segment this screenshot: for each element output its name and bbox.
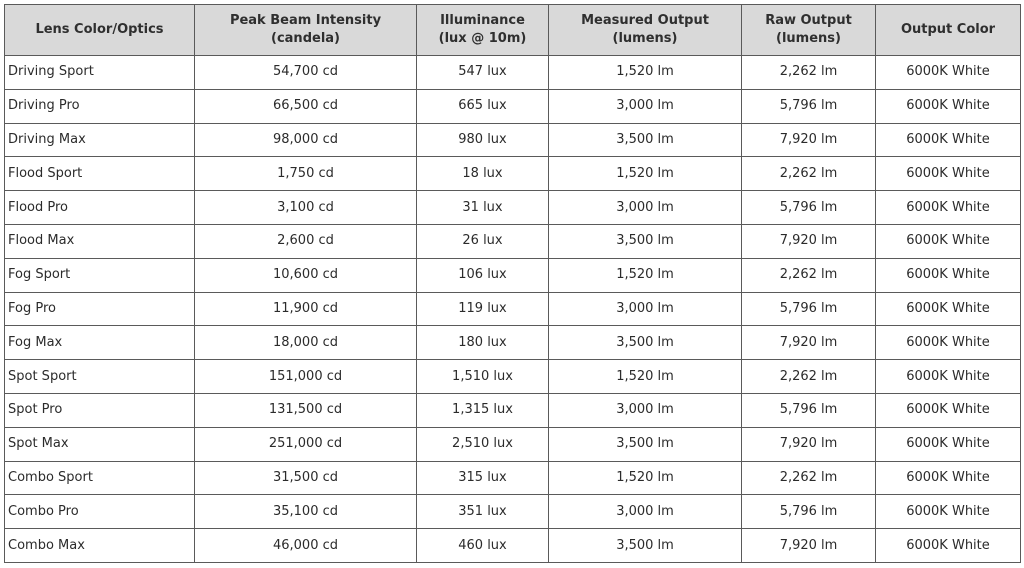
raw-output-cell: 5,796 lm — [742, 292, 876, 326]
illuminance-cell: 31 lux — [417, 191, 549, 225]
measured-output-cell: 3,500 lm — [549, 427, 742, 461]
measured-output-cell: 3,000 lm — [549, 393, 742, 427]
table-body — [5, 56, 1021, 563]
measured-output-cell: 3,000 lm — [549, 495, 742, 529]
lens-name-cell: Spot Pro — [5, 393, 195, 427]
lens-spec-table — [4, 4, 1021, 563]
measured-output-cell: 1,520 lm — [549, 461, 742, 495]
output-color-cell: 6000K White — [876, 123, 1021, 157]
header-lens-color-optics: Lens Color/Optics — [5, 5, 195, 56]
raw-output-cell: 5,796 lm — [742, 495, 876, 529]
lens-name-cell: Driving Pro — [5, 89, 195, 123]
peak-beam-intensity-cell: 151,000 cd — [195, 360, 417, 394]
lens-name-cell: Spot Max — [5, 427, 195, 461]
peak-beam-intensity-cell: 66,500 cd — [195, 89, 417, 123]
output-color-cell: 6000K White — [876, 191, 1021, 225]
peak-beam-intensity-cell: 11,900 cd — [195, 292, 417, 326]
peak-beam-intensity-cell: 35,100 cd — [195, 495, 417, 529]
output-color-cell: 6000K White — [876, 89, 1021, 123]
raw-output-cell: 7,920 lm — [742, 224, 876, 258]
raw-output-cell: 7,920 lm — [742, 529, 876, 563]
output-color-cell: 6000K White — [876, 427, 1021, 461]
raw-output-cell: 2,262 lm — [742, 56, 876, 90]
raw-output-cell: 7,920 lm — [742, 123, 876, 157]
measured-output-cell: 3,000 lm — [549, 292, 742, 326]
lens-name-cell: Flood Sport — [5, 157, 195, 191]
lens-name-cell: Flood Pro — [5, 191, 195, 225]
table-row — [5, 157, 1021, 191]
output-color-cell: 6000K White — [876, 393, 1021, 427]
illuminance-cell: 460 lux — [417, 529, 549, 563]
measured-output-cell: 1,520 lm — [549, 360, 742, 394]
peak-beam-intensity-cell: 54,700 cd — [195, 56, 417, 90]
lens-name-cell: Flood Max — [5, 224, 195, 258]
lens-name-cell: Spot Sport — [5, 360, 195, 394]
illuminance-cell: 26 lux — [417, 224, 549, 258]
header-row — [5, 5, 1021, 56]
table-row — [5, 224, 1021, 258]
lens-name-cell: Driving Max — [5, 123, 195, 157]
illuminance-cell: 180 lux — [417, 326, 549, 360]
table-row — [5, 292, 1021, 326]
output-color-cell: 6000K White — [876, 258, 1021, 292]
measured-output-cell: 3,000 lm — [549, 191, 742, 225]
raw-output-cell: 2,262 lm — [742, 360, 876, 394]
table-row — [5, 461, 1021, 495]
output-color-cell: 6000K White — [876, 529, 1021, 563]
lens-name-cell: Combo Max — [5, 529, 195, 563]
illuminance-cell: 1,315 lux — [417, 393, 549, 427]
raw-output-cell: 2,262 lm — [742, 157, 876, 191]
lens-name-cell: Combo Pro — [5, 495, 195, 529]
raw-output-cell: 7,920 lm — [742, 326, 876, 360]
table-row — [5, 360, 1021, 394]
header-illuminance: Illuminance (lux @ 10m) — [417, 5, 549, 56]
illuminance-cell: 665 lux — [417, 89, 549, 123]
table-row — [5, 258, 1021, 292]
raw-output-cell: 2,262 lm — [742, 461, 876, 495]
output-color-cell: 6000K White — [876, 56, 1021, 90]
peak-beam-intensity-cell: 10,600 cd — [195, 258, 417, 292]
header-output-color: Output Color — [876, 5, 1021, 56]
lens-name-cell: Combo Sport — [5, 461, 195, 495]
table-row — [5, 393, 1021, 427]
header-raw-output: Raw Output (lumens) — [742, 5, 876, 56]
header-measured-output: Measured Output (lumens) — [549, 5, 742, 56]
illuminance-cell: 2,510 lux — [417, 427, 549, 461]
output-color-cell: 6000K White — [876, 326, 1021, 360]
illuminance-cell: 106 lux — [417, 258, 549, 292]
peak-beam-intensity-cell: 251,000 cd — [195, 427, 417, 461]
peak-beam-intensity-cell: 1,750 cd — [195, 157, 417, 191]
output-color-cell: 6000K White — [876, 461, 1021, 495]
output-color-cell: 6000K White — [876, 157, 1021, 191]
output-color-cell: 6000K White — [876, 495, 1021, 529]
output-color-cell: 6000K White — [876, 292, 1021, 326]
table-row — [5, 427, 1021, 461]
peak-beam-intensity-cell: 3,100 cd — [195, 191, 417, 225]
measured-output-cell: 3,500 lm — [549, 123, 742, 157]
raw-output-cell: 5,796 lm — [742, 393, 876, 427]
lens-name-cell: Driving Sport — [5, 56, 195, 90]
measured-output-cell: 1,520 lm — [549, 258, 742, 292]
peak-beam-intensity-cell: 2,600 cd — [195, 224, 417, 258]
peak-beam-intensity-cell: 131,500 cd — [195, 393, 417, 427]
peak-beam-intensity-cell: 98,000 cd — [195, 123, 417, 157]
table-row — [5, 326, 1021, 360]
raw-output-cell: 5,796 lm — [742, 191, 876, 225]
table-row — [5, 123, 1021, 157]
lens-name-cell: Fog Sport — [5, 258, 195, 292]
illuminance-cell: 315 lux — [417, 461, 549, 495]
illuminance-cell: 1,510 lux — [417, 360, 549, 394]
output-color-cell: 6000K White — [876, 360, 1021, 394]
illuminance-cell: 351 lux — [417, 495, 549, 529]
peak-beam-intensity-cell: 31,500 cd — [195, 461, 417, 495]
lens-name-cell: Fog Pro — [5, 292, 195, 326]
illuminance-cell: 980 lux — [417, 123, 549, 157]
illuminance-cell: 119 lux — [417, 292, 549, 326]
illuminance-cell: 18 lux — [417, 157, 549, 191]
output-color-cell: 6000K White — [876, 224, 1021, 258]
peak-beam-intensity-cell: 46,000 cd — [195, 529, 417, 563]
measured-output-cell: 3,500 lm — [549, 224, 742, 258]
table-row — [5, 191, 1021, 225]
illuminance-cell: 547 lux — [417, 56, 549, 90]
table-header — [5, 5, 1021, 56]
table-row — [5, 495, 1021, 529]
peak-beam-intensity-cell: 18,000 cd — [195, 326, 417, 360]
measured-output-cell: 1,520 lm — [549, 157, 742, 191]
measured-output-cell: 3,500 lm — [549, 326, 742, 360]
measured-output-cell: 3,000 lm — [549, 89, 742, 123]
table-row — [5, 56, 1021, 90]
raw-output-cell: 7,920 lm — [742, 427, 876, 461]
lens-name-cell: Fog Max — [5, 326, 195, 360]
table-row — [5, 529, 1021, 563]
raw-output-cell: 2,262 lm — [742, 258, 876, 292]
header-peak-beam-intensity: Peak Beam Intensity (candela) — [195, 5, 417, 56]
measured-output-cell: 1,520 lm — [549, 56, 742, 90]
measured-output-cell: 3,500 lm — [549, 529, 742, 563]
table-row — [5, 89, 1021, 123]
raw-output-cell: 5,796 lm — [742, 89, 876, 123]
